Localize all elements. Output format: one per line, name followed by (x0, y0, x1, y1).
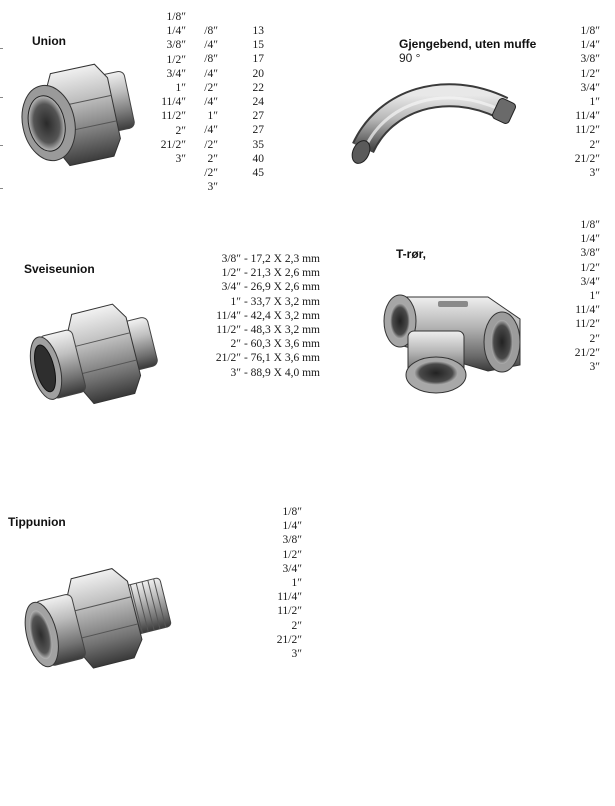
size-row: 1″ (589, 289, 600, 302)
tee-fitting-photo (378, 285, 526, 400)
size-row: 1/4″ (580, 39, 600, 52)
gjengebend-size-column (540, 24, 600, 180)
size-row: 11/4″ (161, 96, 186, 109)
size-row: 11/4″ (277, 591, 302, 604)
size-row: 21/2″ (160, 138, 186, 151)
size-row: 3/4″ (282, 562, 302, 575)
margin-tick (0, 48, 3, 49)
size-row: 3″ - 88,9 X 4,0 mm (230, 366, 320, 379)
tippunion-title: Tippunion (8, 515, 66, 529)
size-row: /2″ (204, 81, 218, 94)
size-row: 3/4″ (166, 67, 186, 80)
size-row: /2″ (204, 138, 218, 151)
elbow-bend-photo (345, 70, 525, 170)
size-row: /2″ (204, 166, 218, 179)
union-number-column (240, 24, 264, 180)
size-row: 13 (252, 25, 264, 37)
size-row: 27 (252, 124, 264, 137)
size-row: 3″ (207, 181, 218, 194)
tip-union-photo (20, 565, 180, 675)
size-row: 24 (252, 95, 264, 108)
size-row: 21/2″ (276, 633, 302, 646)
size-row: 3″ (589, 360, 600, 373)
gjengebend-subtitle: 90 ° (399, 51, 421, 65)
size-row: 2″ (207, 152, 218, 165)
size-row: 1″ (291, 576, 302, 589)
size-row: 2″ (589, 138, 600, 151)
size-row: 11/2″ (277, 605, 302, 618)
size-row: 1/8″ (580, 25, 600, 37)
size-row: 17 (252, 53, 264, 66)
union-size-column (140, 10, 186, 166)
t-ror-size-column (540, 218, 600, 374)
size-row: 3″ (589, 166, 600, 179)
size-row: /8″ (204, 53, 218, 66)
size-row: 21/2″ (574, 152, 600, 165)
tippunion-size-column (250, 505, 302, 661)
sveiseunion-title: Sveiseunion (24, 262, 95, 276)
size-row: 40 (252, 152, 264, 165)
size-row: 21/2″ - 76,1 X 3,6 mm (215, 352, 320, 365)
union-title: Union (32, 34, 66, 48)
size-row: 2″ (589, 332, 600, 345)
size-row: 1/8″ (166, 11, 186, 23)
size-row: 3/4″ - 26,9 X 2,6 mm (221, 281, 320, 294)
size-row: 20 (252, 67, 264, 80)
size-row: /4″ (204, 124, 218, 137)
size-row: 3/4″ (580, 275, 600, 288)
size-row: 1/8″ (282, 506, 302, 518)
size-row: 3″ (291, 647, 302, 660)
union-size-column-b (190, 24, 218, 194)
size-row: 11/2″ - 48,3 X 3,2 mm (216, 323, 320, 336)
size-row: 1″ (207, 110, 218, 123)
size-row: 3/8″ (580, 247, 600, 260)
size-row: 35 (252, 138, 264, 151)
size-row: 1/4″ (282, 520, 302, 533)
size-row: 1/2″ - 21,3 X 2,6 mm (221, 267, 320, 280)
size-row: /4″ (204, 67, 218, 80)
size-row: 1/2″ (580, 261, 600, 274)
size-row: 27 (252, 110, 264, 123)
size-row: 1/4″ (166, 25, 186, 38)
size-row: 3/8″ - 17,2 X 2,3 mm (221, 253, 320, 265)
t-ror-title: T-rør, (396, 247, 427, 261)
size-row: 3/8″ (580, 53, 600, 66)
size-row: 1/2″ (282, 548, 302, 561)
size-row: 2″ - 60,3 X 3,6 mm (230, 338, 320, 351)
margin-tick (0, 97, 3, 98)
size-row: 3/8″ (166, 39, 186, 52)
size-row: 1/8″ (580, 219, 600, 231)
sveiseunion-size-column (170, 252, 320, 380)
size-row: 11/2″ (575, 318, 600, 331)
size-row: 1″ (589, 95, 600, 108)
margin-tick (0, 145, 3, 146)
size-row: 1/4″ (580, 233, 600, 246)
size-row: 3/8″ (282, 534, 302, 547)
size-row: 1″ (175, 81, 186, 94)
size-row: 15 (252, 39, 264, 52)
size-row: 2″ (175, 124, 186, 137)
size-row: 21/2″ (574, 346, 600, 359)
size-row: 3″ (175, 152, 186, 165)
size-row: /4″ (204, 95, 218, 108)
size-row: /8″ (204, 25, 218, 37)
union-fitting-photo (10, 55, 145, 180)
gjengebend-title: Gjengebend, uten muffe (399, 37, 537, 51)
size-row: 11/2″ (575, 124, 600, 137)
size-row: 11/4″ (575, 110, 600, 123)
size-row: 1/2″ (166, 53, 186, 66)
size-row: 22 (252, 81, 264, 94)
size-row: 11/4″ - 42,4 X 3,2 mm (216, 309, 320, 322)
size-row: 1″ - 33,7 X 3,2 mm (230, 295, 320, 308)
size-row: 45 (252, 166, 264, 179)
margin-tick (0, 188, 3, 189)
size-row: /4″ (204, 39, 218, 52)
size-row: 11/4″ (575, 304, 600, 317)
weld-union-photo (25, 300, 165, 415)
size-row: 11/2″ (161, 110, 186, 123)
size-row: 3/4″ (580, 81, 600, 94)
size-row: 2″ (291, 619, 302, 632)
size-row: 1/2″ (580, 67, 600, 80)
